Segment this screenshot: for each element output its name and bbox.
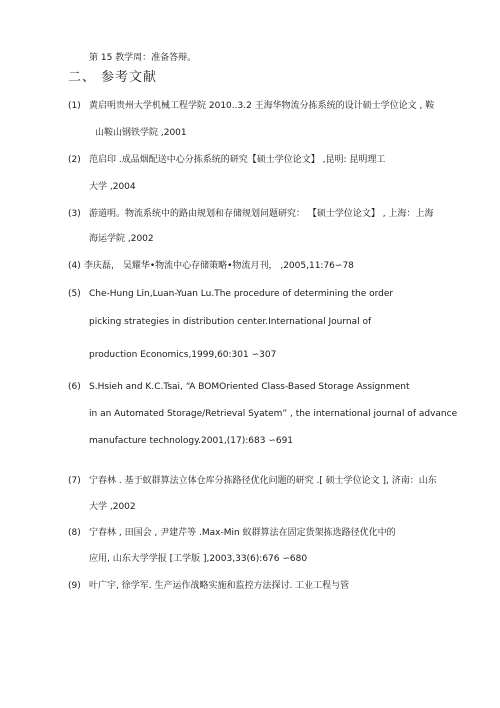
reference-line: 应用, 山东大学学报 [工学版 ],2003,33(6):676 ∽680 (89, 554, 308, 564)
reference-line: 李庆磊， 吴耀华•物流中心存储策略•物流月刊， ,2005,11:76∽78 (84, 261, 354, 271)
reference-line: 山鞍山钢铁学院 ,2001 (95, 128, 187, 138)
reference-line: 游道明。物流系统中的路由规划和存储规划问题研究： 【硕士学位论文】 , 上海：上海 (89, 209, 434, 219)
reference-line: 大学 ,2002 (89, 502, 136, 512)
reference-line: 大学 ,2004 (89, 182, 136, 192)
section-number: 二、 (68, 70, 97, 85)
reference-line: S.Hsieh and K.C.Tsai, “A BOMOriented Class-Based Storage Assignment (89, 382, 410, 392)
reference-line: 宁春林 . 基于蚁群算法立体仓库分拣路径优化问题的研究 .[ 硕士学位论文 ], 济南：山东 (89, 476, 437, 486)
reference-number: (3) (68, 209, 81, 219)
reference-line: picking strategies in distribution center.International Journal of (89, 317, 372, 327)
reference-line: in an Automated Storage/Retrieval Syatem” , the international journal of advance (89, 409, 458, 419)
reference-line: 范启印 .成品烟配送中心分拣系统的研究【硕士学位论文】 ,昆明: 昆明理工 (89, 155, 386, 165)
reference-number: (9) (68, 581, 81, 591)
section-title: 参考文献 (101, 70, 158, 85)
reference-number: (4) (68, 261, 81, 271)
reference-line: 黄启明贵州大学机械工程学院 2010..3.2 王海华物流分拣系统的设计硕士学位论文 , 鞍 (89, 101, 435, 111)
reference-line: production Economics,1999,60:301 ∽307 (89, 350, 277, 360)
reference-line: 叶广宇, 徐学军. 生产运作战略实施和监控方法探讨. 工业工程与管 (89, 581, 350, 591)
reference-number: (5) (68, 289, 81, 299)
reference-number: (6) (68, 382, 81, 392)
reference-number: (1) (68, 101, 81, 111)
reference-line: Che-Hung Lin,Luan-Yuan Lu.The procedure of determining the order (89, 289, 394, 299)
reference-number: (7) (68, 476, 81, 486)
reference-number: (2) (68, 155, 81, 165)
reference-line: 宁春林 , 田国会 , 尹建芹等 .Max-Min 蚁群算法在固定货架拣选路径优化中的 (89, 528, 396, 538)
reference-line: 海运学院 ,2002 (89, 234, 154, 244)
teaching-week-note: 第 15 教学周：准备答辩。 (89, 53, 197, 63)
reference-number: (8) (68, 528, 81, 538)
reference-line: manufacture technology.2001,(17):683 ∽691 (89, 436, 294, 446)
